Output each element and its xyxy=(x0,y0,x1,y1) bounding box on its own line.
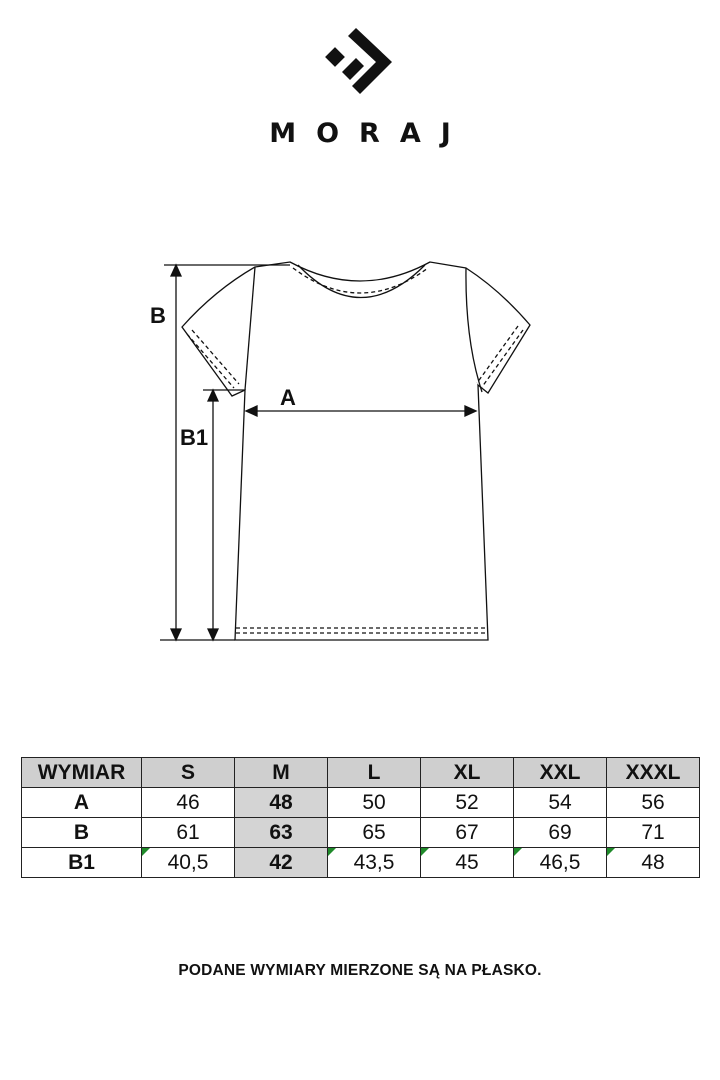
label-b1: B1 xyxy=(180,425,209,450)
corner-marker-icon xyxy=(142,848,150,856)
size-table xyxy=(21,757,700,878)
table-cell: 71 xyxy=(607,818,700,848)
table-row xyxy=(22,848,700,878)
corner-marker-icon xyxy=(514,848,522,856)
table-cell: 63 xyxy=(235,818,328,848)
table-header-row xyxy=(22,758,700,788)
row-label: A xyxy=(22,788,142,818)
corner-marker-icon xyxy=(328,848,336,856)
table-cell: 67 xyxy=(421,818,514,848)
brand-name: MORAJ xyxy=(269,118,471,149)
table-cell: 69 xyxy=(514,818,607,848)
table-cell xyxy=(142,848,235,878)
table-cell xyxy=(328,848,421,878)
cell-value: 45 xyxy=(455,850,479,874)
table-cell xyxy=(607,848,700,878)
table-cell xyxy=(421,848,514,878)
cell-value: 43,5 xyxy=(353,850,395,874)
table-row xyxy=(22,818,700,848)
table-cell: 54 xyxy=(514,788,607,818)
table-cell xyxy=(235,848,328,878)
cell-value: 46,5 xyxy=(539,850,581,874)
header-cell: S xyxy=(142,758,235,788)
cell-value: 48 xyxy=(641,850,665,874)
header-cell: XXXL xyxy=(607,758,700,788)
row-label: B1 xyxy=(22,848,142,878)
cell-value: 40,5 xyxy=(167,850,209,874)
table-cell: 48 xyxy=(235,788,328,818)
measurement-note: PODANE WYMIARY MIERZONE SĄ NA PŁASKO. xyxy=(178,962,542,979)
corner-marker-icon xyxy=(421,848,429,856)
table-cell: 65 xyxy=(328,818,421,848)
header-cell: XXL xyxy=(514,758,607,788)
table-cell: 52 xyxy=(421,788,514,818)
corner-marker-icon xyxy=(607,848,615,856)
row-label: B xyxy=(22,818,142,848)
table-cell: 50 xyxy=(328,788,421,818)
table-cell xyxy=(514,848,607,878)
table-cell: 61 xyxy=(142,818,235,848)
header-cell: XL xyxy=(421,758,514,788)
table-cell: 46 xyxy=(142,788,235,818)
cell-value: 42 xyxy=(269,850,293,874)
header-cell: M xyxy=(235,758,328,788)
header-cell: L xyxy=(328,758,421,788)
header-cell: WYMIAR xyxy=(22,758,142,788)
tshirt-outline xyxy=(182,262,530,640)
label-a: A xyxy=(280,385,296,410)
table-row xyxy=(22,788,700,818)
table-cell: 56 xyxy=(607,788,700,818)
label-b: B xyxy=(150,303,166,328)
